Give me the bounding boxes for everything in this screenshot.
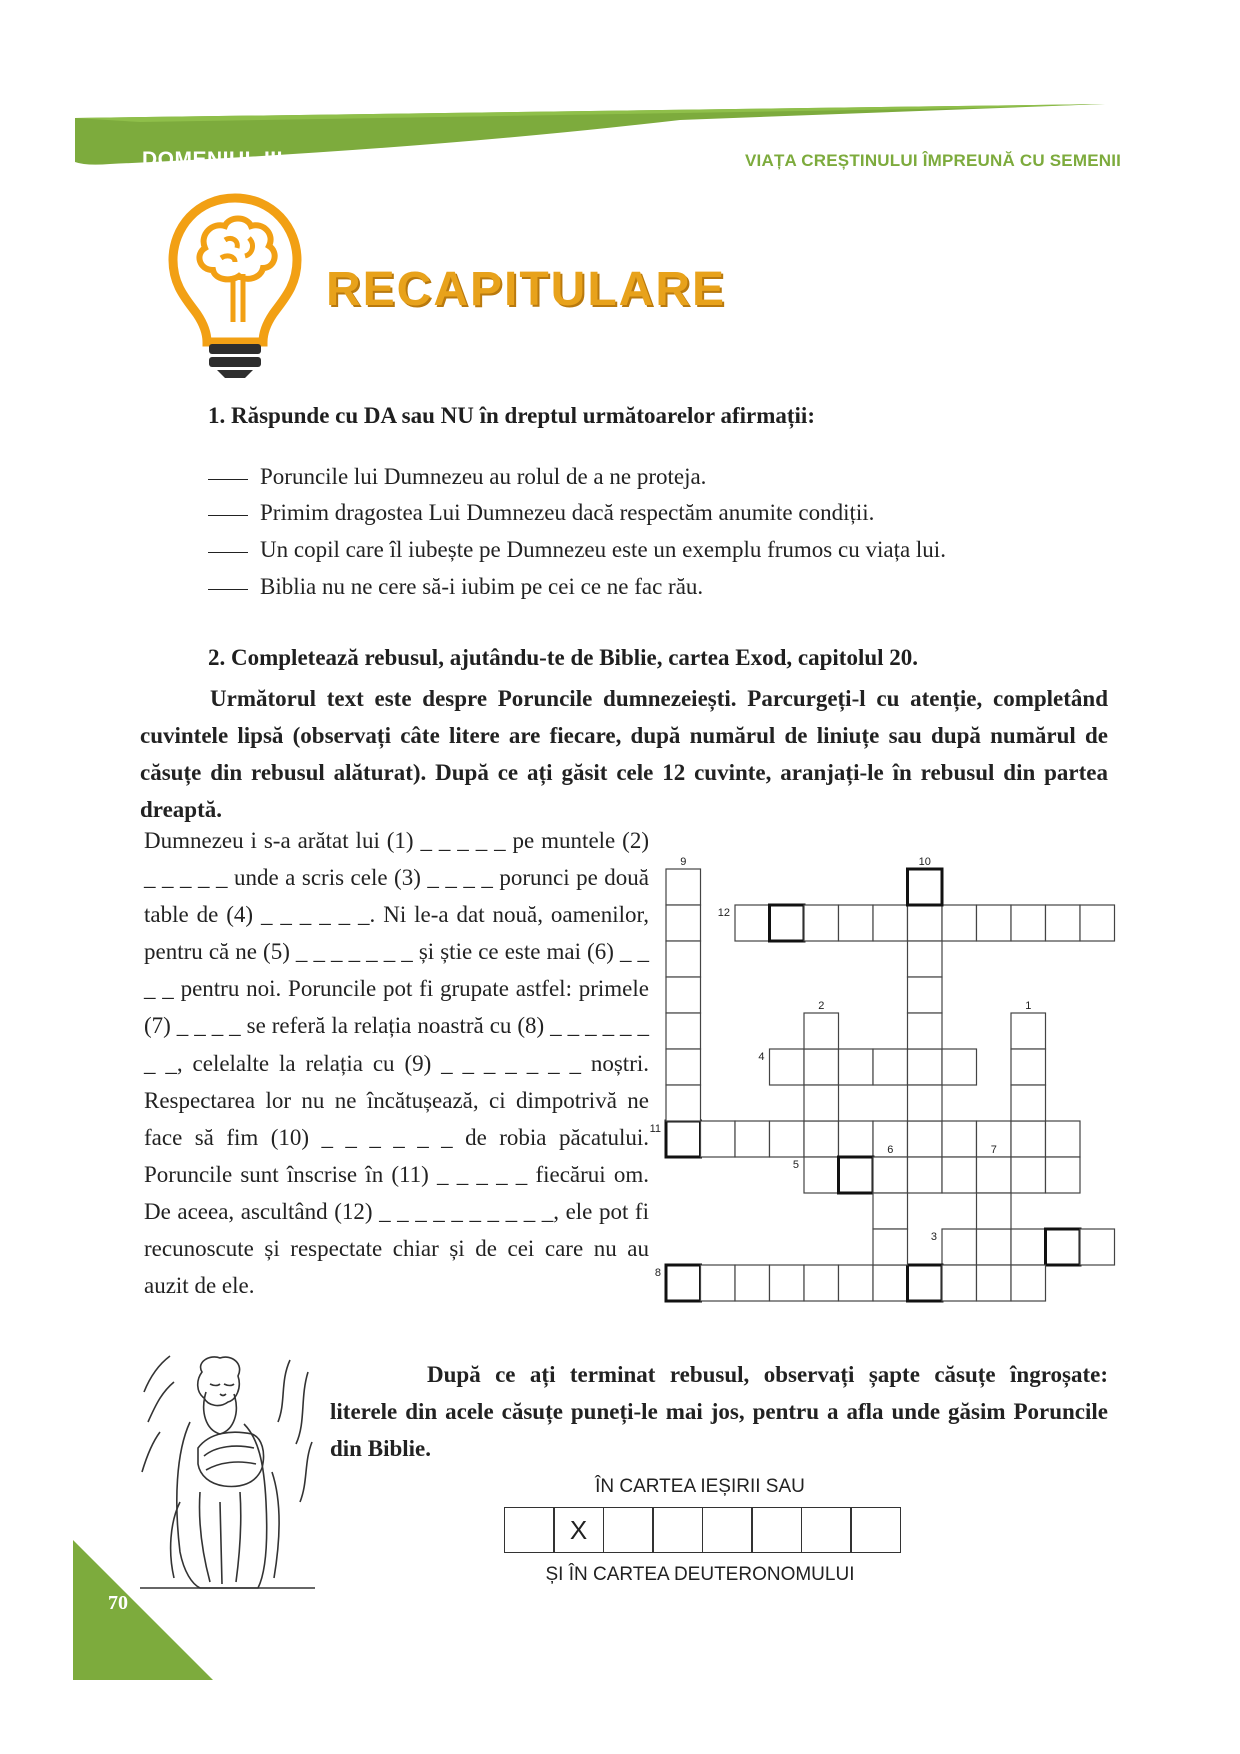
answer-blank[interactable] <box>208 479 248 480</box>
statement-row: Un copil care îl iubește pe Dumnezeu este un exemplu frumos cu viața lui. <box>208 537 946 563</box>
crossword-cell[interactable] <box>666 869 701 905</box>
crossword-cell[interactable] <box>1011 905 1046 941</box>
crossword-cell[interactable] <box>1011 1157 1046 1193</box>
crossword-cell-highlighted[interactable] <box>666 1265 701 1301</box>
crossword-cell[interactable] <box>770 1121 805 1157</box>
crossword-cell[interactable] <box>666 1049 701 1085</box>
crossword-cell[interactable] <box>804 1121 839 1157</box>
section-title: RECAPITULARE <box>326 263 727 316</box>
crossword-cell[interactable] <box>1011 1121 1046 1157</box>
crossword-cell-highlighted[interactable] <box>770 905 805 941</box>
crossword-number: 9 <box>680 856 687 868</box>
crossword-cell[interactable] <box>666 941 701 977</box>
answer-label-top: ÎN CARTEA IEȘIRII SAU <box>595 1476 805 1497</box>
crossword-cell[interactable] <box>942 1265 977 1301</box>
crossword-cell[interactable] <box>1080 905 1115 941</box>
crossword-cell[interactable] <box>1011 1049 1046 1085</box>
crossword-cell-highlighted[interactable] <box>1046 1229 1081 1265</box>
crossword-cell[interactable] <box>1011 1229 1046 1265</box>
crossword-cell[interactable] <box>735 905 770 941</box>
crossword-cell[interactable] <box>666 905 701 941</box>
crossword-cell[interactable] <box>666 1085 701 1121</box>
crossword-cell[interactable] <box>1046 1121 1081 1157</box>
crossword-cell[interactable] <box>804 1265 839 1301</box>
q2-heading: 2. Completează rebusul, ajutându-te de Biblie, cartea Exod, capitolul 20. <box>208 645 919 670</box>
answer-cell[interactable]: X <box>553 1507 604 1553</box>
story-text: Dumnezeu i s-a arătat lui (1) _ _ _ _ _ pe muntele (2) _ _ _ _ _ unde a scris cele (3) _ _ _ _ porunci pe două table de (4) _ _ _ _ _ _. Ni le-a dat nouă, oamenilor, pentru că ne (5) _ _ _ _ _ _ _ și știe ce este mai (6) _ _ _ _ pentru noi. Poruncile pot fi grupate astfel: primele (7) _ _ _ _ se referă la relația noastră cu (8) _ _ _ _ _ _ _ _, celelalte la relația cu (9) _ _ _ _ _ _ _ noștri. Respectarea lor nu ne încătușează, ci dimpotrivă ne face să fim (10) _ _ _ _ _ _ de robia păcatului. Poruncile sunt înscrise în (11) _ _ _ _ _ fiecărui om. De aceea, ascultând (12) _ _ _ _ _ _ _ _ _ _, ele pot fi recunoscute și respectate chiar și de cei care nu au auzit de ele. <box>144 828 649 1299</box>
crossword-cell[interactable] <box>908 1085 943 1121</box>
crossword-cell[interactable] <box>942 1229 977 1265</box>
domain-title: VIAȚA CREȘTINULUI ÎMPREUNĂ CU SEMENII <box>745 151 1122 170</box>
crossword-cell-highlighted[interactable] <box>839 1157 874 1193</box>
crossword-cell-highlighted[interactable] <box>908 1265 943 1301</box>
crossword-number: 7 <box>990 1144 997 1156</box>
crossword-cell[interactable] <box>908 1121 943 1157</box>
crossword-cell[interactable] <box>873 905 908 941</box>
crossword-number: 3 <box>930 1231 937 1243</box>
statement-row: Biblia nu ne cere să-i iubim pe cei ce ne fac rău. <box>208 574 703 600</box>
crossword-cell-highlighted[interactable] <box>666 1121 701 1157</box>
answer-blank[interactable] <box>208 515 248 516</box>
q2-instructions: Următorul text este despre Poruncile dumnezeiești. Parcurgeți-l cu atenție, completând cuvintele lipsă (observați câte litere are fiecare, după numărul de liniuțe sau după numărul de căsuțe din rebusul alăturat). După ce ați găsit cele 12 cuvinte, aranjați-le în rebusul din partea dreaptă. <box>140 686 1108 822</box>
crossword-cell[interactable] <box>908 941 943 977</box>
crossword-cell[interactable] <box>873 1265 908 1301</box>
crossword-cell[interactable] <box>942 1121 977 1157</box>
answer-cell[interactable] <box>751 1507 802 1553</box>
crossword-cell[interactable] <box>804 1157 839 1193</box>
crossword-number: 1 <box>1025 1000 1032 1012</box>
crossword-cell[interactable] <box>839 1265 874 1301</box>
crossword-cell[interactable] <box>1011 1265 1046 1301</box>
final-instruction: După ce ați terminat rebusul, observați șapte căsuțe îngroșate: literele din acele căsuțe puneți-le mai jos, pentru a afla unde găsim Poruncile din Biblie. <box>330 1362 1108 1461</box>
lightbulb-brain-icon <box>165 190 305 380</box>
crossword-cell[interactable] <box>873 1193 908 1229</box>
crossword-cell[interactable] <box>804 1013 839 1049</box>
crossword-cell[interactable] <box>977 905 1012 941</box>
crossword-cell[interactable] <box>908 1049 943 1085</box>
crossword-cell[interactable] <box>701 1265 736 1301</box>
answer-cells <box>505 1507 901 1553</box>
crossword-cell[interactable] <box>1011 1013 1046 1049</box>
crossword-number: 2 <box>818 1000 825 1012</box>
answer-cell[interactable] <box>850 1507 901 1553</box>
crossword-cell[interactable] <box>770 1265 805 1301</box>
crossword-number: 11 <box>649 1123 661 1135</box>
crossword-number: 10 <box>918 856 931 868</box>
crossword-number: 12 <box>717 907 730 919</box>
crossword-number: 6 <box>887 1144 894 1156</box>
domain-label: DOMENIUL III <box>142 148 283 171</box>
crossword-cell[interactable] <box>735 1121 770 1157</box>
crossword-cell[interactable] <box>908 905 943 941</box>
crossword-cell[interactable] <box>1011 1085 1046 1121</box>
crossword-cell[interactable] <box>908 977 943 1013</box>
page-number: 70 <box>108 1592 128 1614</box>
crossword-cell[interactable] <box>839 1121 874 1157</box>
crossword-cell[interactable] <box>873 1157 908 1193</box>
crossword-cell[interactable] <box>977 1193 1012 1229</box>
crossword-grid[interactable] <box>649 855 1104 1335</box>
crossword-number: 8 <box>654 1267 661 1279</box>
crossword-cell[interactable] <box>666 977 701 1013</box>
answer-cell[interactable] <box>702 1507 753 1553</box>
crossword-number: 5 <box>792 1159 799 1171</box>
crossword-cell[interactable] <box>804 1085 839 1121</box>
answer-blank[interactable] <box>208 589 248 590</box>
crossword-cell[interactable] <box>873 1049 908 1085</box>
crossword-cell[interactable] <box>701 1121 736 1157</box>
crossword-cell[interactable] <box>735 1265 770 1301</box>
crossword-cell[interactable] <box>1046 905 1081 941</box>
q1-heading: 1. Răspunde cu DA sau NU în dreptul următoarelor afirmații: <box>208 403 815 428</box>
crossword-cell[interactable] <box>770 1049 805 1085</box>
crossword-cell[interactable] <box>1046 1157 1081 1193</box>
crossword-cell[interactable] <box>977 1265 1012 1301</box>
crossword-number: 4 <box>758 1051 765 1063</box>
answer-cell[interactable] <box>652 1507 703 1553</box>
crossword-cell[interactable] <box>804 905 839 941</box>
crossword-cell[interactable] <box>942 1157 977 1193</box>
crossword-cell[interactable] <box>873 1229 908 1265</box>
crossword-cell[interactable] <box>942 1049 977 1085</box>
crossword-cell[interactable] <box>804 1049 839 1085</box>
crossword-cell[interactable] <box>1080 1229 1115 1265</box>
statement-row: Primim dragostea Lui Dumnezeu dacă respectăm anumite condiții. <box>208 500 874 526</box>
answer-cell[interactable] <box>801 1507 852 1553</box>
crossword-cell[interactable] <box>839 905 874 941</box>
crossword-cell[interactable] <box>839 1049 874 1085</box>
answer-cell[interactable] <box>504 1507 555 1553</box>
crossword-cell[interactable] <box>666 1013 701 1049</box>
crossword-cell[interactable] <box>977 1229 1012 1265</box>
statement-row: Poruncile lui Dumnezeu au rolul de a ne proteja. <box>208 464 706 490</box>
crossword-cell[interactable] <box>908 1013 943 1049</box>
page-corner <box>73 1540 213 1680</box>
crossword-cell-highlighted[interactable] <box>908 869 943 905</box>
crossword-cell[interactable] <box>977 1157 1012 1193</box>
answer-blank[interactable] <box>208 552 248 553</box>
answer-cell[interactable] <box>603 1507 654 1553</box>
crossword-cell[interactable] <box>942 905 977 941</box>
answer-label-bottom: ȘI ÎN CARTEA DEUTERONOMULUI <box>545 1564 855 1585</box>
crossword-cell[interactable] <box>908 1157 943 1193</box>
